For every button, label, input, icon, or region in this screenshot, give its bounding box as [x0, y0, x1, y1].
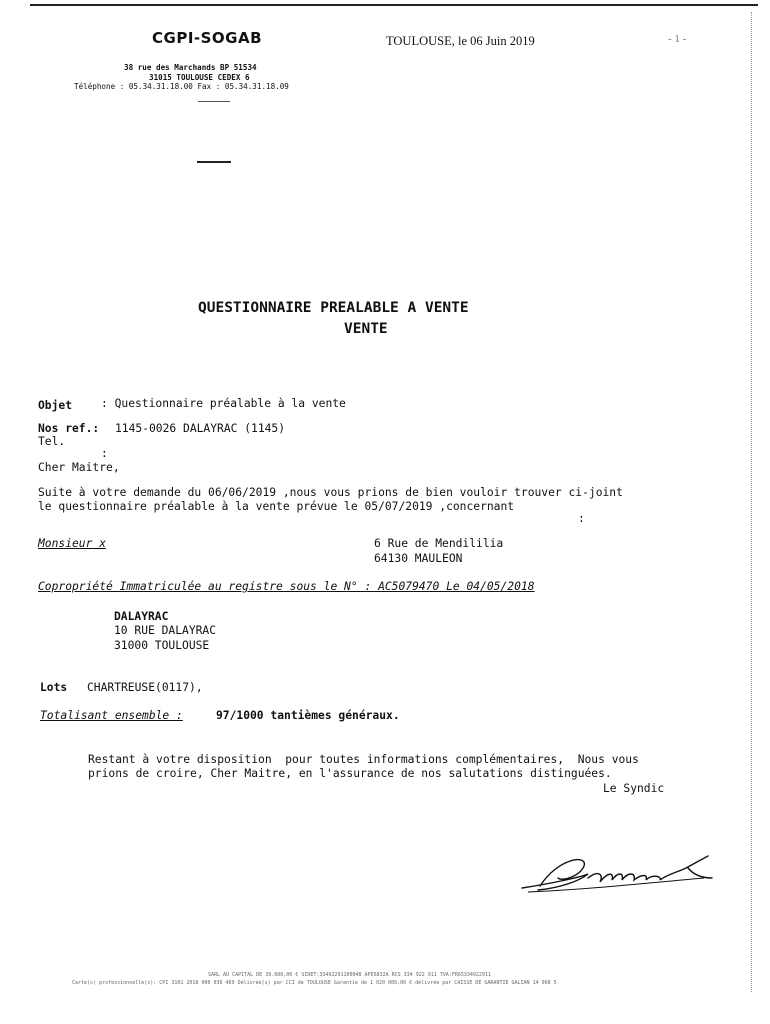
greeting: Cher Maitre, [38, 461, 120, 474]
company-name: CGPI-SOGAB [152, 29, 263, 47]
tel-label: Tel. [38, 435, 66, 448]
top-border-line [30, 4, 758, 6]
company-address-line2: 31015 TOULOUSE CEDEX 6 [149, 73, 250, 82]
objet-label: Objet [38, 399, 73, 412]
syndic-signoff: Le Syndic [603, 782, 665, 795]
document-title: QUESTIONNAIRE PREALABLE A VENTE [198, 300, 469, 316]
property-name: DALAYRAC [114, 610, 169, 623]
client-name: Monsieur x [38, 537, 107, 550]
page-number: - 1 - [668, 33, 687, 45]
footer-legal-line2: Carte(s) professionnelle(s): CPI 3101 2018 000 036 469 Délivrée(s) par CCI de TOULOUSE Garantie de 1 020 000,00 € délivrée par CAISSE DE GARANTIE GALIAN 14 968 5 [72, 980, 557, 986]
ref-value: 1145-0026 DALAYRAC (1145) [115, 422, 286, 435]
separator-rule [197, 161, 231, 163]
body-colon: : [578, 512, 585, 525]
ref-label: Nos ref.: [38, 422, 100, 435]
tel-value: : [101, 447, 108, 460]
totalisant-label: Totalisant ensemble : [40, 709, 183, 722]
copropriete-registration: Copropriété Immatriculée au registre sous le N° : AC5079470 Le 04/05/2018 [38, 580, 535, 593]
closing-line1: Restant à votre disposition pour toutes informations complémentaires, Nous vous [88, 753, 639, 766]
totalisant-value: 97/1000 tantièmes généraux. [216, 709, 400, 722]
company-phone-fax: Téléphone : 05.34.31.18.00 Fax : 05.34.31.18.09 [74, 82, 289, 91]
handwritten-signature [518, 848, 718, 896]
property-street: 10 RUE DALAYRAC [114, 624, 217, 637]
company-address-line1: 38 rue des Marchands BP 51534 [124, 63, 257, 72]
body-line2: le questionnaire préalable à la vente prévue le 05/07/2019 ,concernant [38, 500, 515, 513]
page-edge-marks [750, 12, 752, 992]
letterhead-rule [198, 101, 230, 102]
footer-legal-line1: SARL AU CAPITAL DE 39.000,00 € SIRET:33492291100048 APE6832A RCS 334 922 911 TVA:FR65334922911 [208, 972, 491, 978]
place-date: TOULOUSE, le 06 Juin 2019 [386, 34, 535, 48]
lots-value: CHARTREUSE(0117), [87, 681, 203, 694]
document-title-line2: VENTE [344, 321, 388, 337]
client-address-line1: 6 Rue de Mendililia [374, 537, 504, 550]
body-line1: Suite à votre demande du 06/06/2019 ,nous vous prions de bien vouloir trouver ci-joint [38, 486, 623, 499]
property-city: 31000 TOULOUSE [114, 639, 210, 652]
closing-line2: prions de croire, Cher Maitre, en l'assurance de nos salutations distinguées. [88, 767, 612, 780]
client-address-line2: 64130 MAULEON [374, 552, 463, 565]
lots-label: Lots [40, 681, 68, 694]
objet-value: : Questionnaire préalable à la vente [101, 397, 346, 410]
